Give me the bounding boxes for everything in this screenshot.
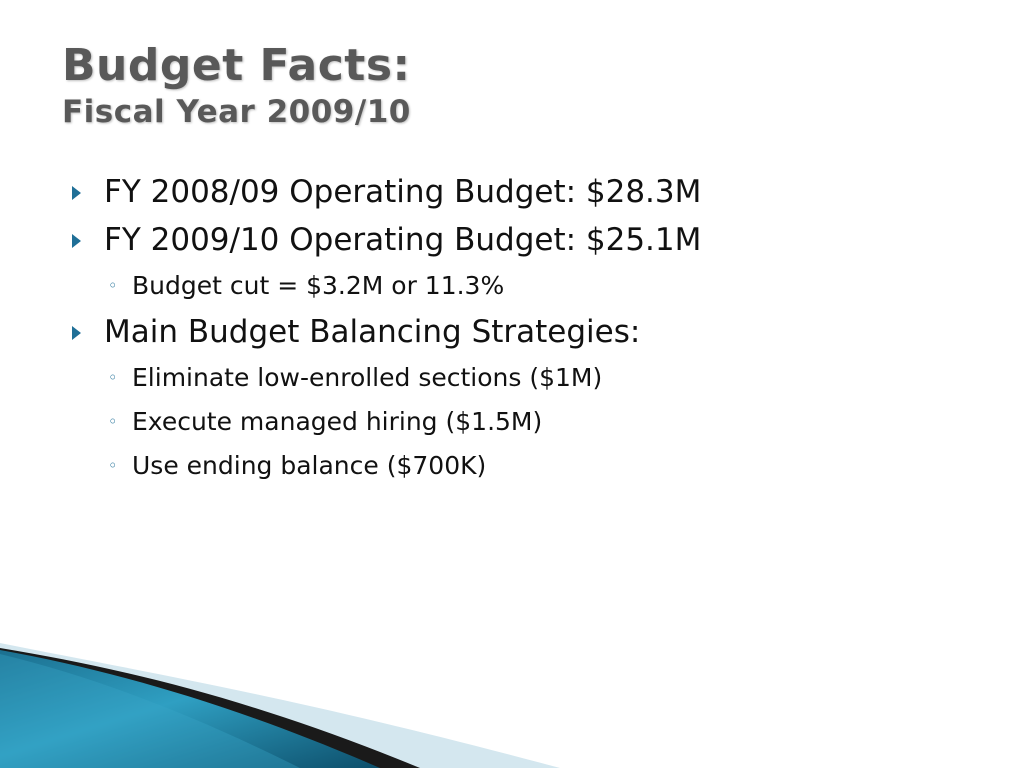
decorative-wave bbox=[0, 638, 1024, 768]
triangle-right-icon bbox=[72, 186, 81, 200]
triangle-right-icon bbox=[72, 326, 81, 340]
sub-bullet-item bbox=[72, 356, 972, 400]
bullet-item bbox=[72, 308, 972, 356]
bullet-item bbox=[72, 168, 972, 216]
sub-bullet-item bbox=[72, 264, 972, 308]
circle-outline-icon: ◦ bbox=[108, 412, 118, 431]
sub-bullet-text: Use ending balance ($700K) bbox=[132, 451, 487, 480]
slide-title-block bbox=[62, 40, 411, 132]
slide-title: Budget Facts: bbox=[62, 40, 411, 91]
bullet-text: FY 2008/09 Operating Budget: $28.3M bbox=[104, 174, 702, 210]
bullet-list bbox=[72, 168, 972, 488]
sub-bullet-text: Budget cut = $3.2M or 11.3% bbox=[132, 271, 505, 300]
sub-bullet-item bbox=[72, 444, 972, 488]
slide-subtitle: Fiscal Year 2009/10 bbox=[62, 94, 411, 130]
circle-outline-icon: ◦ bbox=[108, 456, 118, 475]
circle-outline-icon: ◦ bbox=[108, 368, 118, 387]
sub-bullet-text: Eliminate low-enrolled sections ($1M) bbox=[132, 363, 603, 392]
sub-bullet-item bbox=[72, 400, 972, 444]
sub-bullet-text: Execute managed hiring ($1.5M) bbox=[132, 407, 543, 436]
bullet-text: FY 2009/10 Operating Budget: $25.1M bbox=[104, 222, 702, 258]
circle-outline-icon: ◦ bbox=[108, 276, 118, 295]
bullet-item bbox=[72, 216, 972, 264]
bullet-text: Main Budget Balancing Strategies: bbox=[104, 314, 641, 350]
triangle-right-icon bbox=[72, 234, 81, 248]
